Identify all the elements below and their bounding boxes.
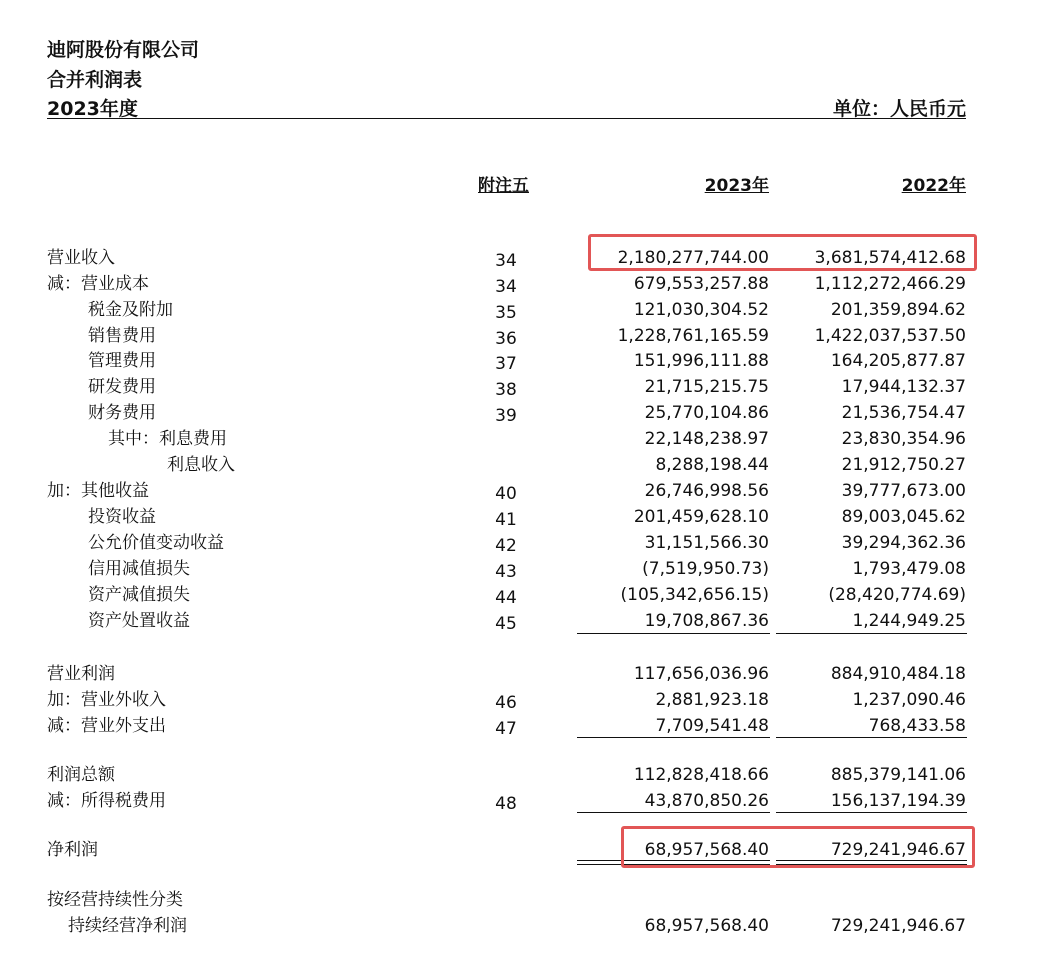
row-value-2023: 68,957,568.40 xyxy=(644,916,769,936)
row-note: 34 xyxy=(495,251,517,271)
row-value-2023: 26,746,998.56 xyxy=(644,481,769,501)
row-value-2023: 2,881,923.18 xyxy=(655,690,769,710)
row-label: 其中：利息费用 xyxy=(108,429,227,449)
row-label: 营业利润 xyxy=(47,664,115,684)
row-other-income xyxy=(0,478,1039,504)
row-value-2022: 729,241,946.67 xyxy=(830,840,966,860)
row-value-2022: 1,237,090.46 xyxy=(852,690,966,710)
row-note: 42 xyxy=(495,536,517,556)
company-name: 迪阿股份有限公司 xyxy=(47,39,200,61)
row-label: 研发费用 xyxy=(88,377,156,397)
row-value-2022: 201,359,894.62 xyxy=(830,300,966,320)
row-value-2023: 43,870,850.26 xyxy=(644,791,769,811)
row-note: 37 xyxy=(495,354,517,374)
row-value-2022: 17,944,132.37 xyxy=(841,377,966,397)
row-value-2023: 201,459,628.10 xyxy=(633,507,769,527)
subtotal-rule-2023 xyxy=(577,737,770,738)
row-fair-value-gain xyxy=(0,530,1039,556)
row-label: 销售费用 xyxy=(88,326,156,346)
row-label: 营业收入 xyxy=(47,248,115,268)
row-label: 加：营业外收入 xyxy=(47,690,166,710)
row-note: 44 xyxy=(495,588,517,608)
row-value-2022: 885,379,141.06 xyxy=(830,765,966,785)
row-value-2023: (105,342,656.15) xyxy=(620,585,769,605)
row-value-2022: (28,420,774.69) xyxy=(828,585,966,605)
row-value-2023: 2,180,277,744.00 xyxy=(617,248,769,268)
row-asset-disposal-gain xyxy=(0,608,1039,634)
row-value-2023: 25,770,104.86 xyxy=(644,403,769,423)
row-value-2023: 19,708,867.36 xyxy=(644,611,769,631)
row-note: 47 xyxy=(495,719,517,739)
row-note: 38 xyxy=(495,380,517,400)
row-note: 39 xyxy=(495,406,517,426)
row-value-2022: 1,112,272,466.29 xyxy=(814,274,966,294)
row-label: 持续经营净利润 xyxy=(68,916,187,936)
row-value-2023: 121,030,304.52 xyxy=(633,300,769,320)
row-value-2022: 23,830,354.96 xyxy=(841,429,966,449)
row-value-2023: 112,828,418.66 xyxy=(633,765,769,785)
row-label: 公允价值变动收益 xyxy=(88,533,224,553)
row-note: 48 xyxy=(495,794,517,814)
row-label: 税金及附加 xyxy=(88,300,173,320)
row-value-2023: 151,996,111.88 xyxy=(633,351,769,371)
row-value-2022: 39,777,673.00 xyxy=(841,481,966,501)
row-note: 45 xyxy=(495,614,517,634)
row-interest-expense xyxy=(0,426,1039,452)
highlight-box-net-profit xyxy=(621,826,975,868)
row-financial-expenses xyxy=(0,400,1039,426)
column-header-2022: 2022年 xyxy=(901,176,966,196)
row-income-tax xyxy=(0,788,1039,814)
row-label: 管理费用 xyxy=(88,351,156,371)
row-classification-heading xyxy=(0,887,1039,913)
row-value-2023: 1,228,761,165.59 xyxy=(617,326,769,346)
row-value-2023: 68,957,568.40 xyxy=(644,840,769,860)
row-value-2022: 39,294,362.36 xyxy=(841,533,966,553)
row-label: 减：营业成本 xyxy=(47,274,149,294)
row-value-2022: 89,003,045.62 xyxy=(841,507,966,527)
row-note: 36 xyxy=(495,329,517,349)
subtotal-rule-2022 xyxy=(776,633,967,634)
row-operating-cost xyxy=(0,271,1039,297)
row-value-2022: 156,137,194.39 xyxy=(830,791,966,811)
row-operating-profit xyxy=(0,661,1039,687)
row-label: 利润总额 xyxy=(47,765,115,785)
row-value-2022: 768,433.58 xyxy=(868,716,966,736)
row-value-2022: 3,681,574,412.68 xyxy=(814,248,966,268)
row-note: 46 xyxy=(495,693,517,713)
row-value-2023: 117,656,036.96 xyxy=(633,664,769,684)
row-value-2023: 22,148,238.97 xyxy=(644,429,769,449)
row-value-2023: 7,709,541.48 xyxy=(655,716,769,736)
header-rule xyxy=(47,118,966,119)
row-value-2022: 21,536,754.47 xyxy=(841,403,966,423)
subtotal-rule-2023 xyxy=(577,812,770,813)
row-label: 净利润 xyxy=(47,840,98,860)
row-value-2023: 21,715,215.75 xyxy=(644,377,769,397)
row-rd-expenses xyxy=(0,374,1039,400)
row-value-2022: 164,205,877.87 xyxy=(830,351,966,371)
row-label: 资产处置收益 xyxy=(88,611,190,631)
row-note: 40 xyxy=(495,484,517,504)
row-note: 34 xyxy=(495,277,517,297)
column-header-note: 附注五 xyxy=(478,176,529,196)
subtotal-rule-2022 xyxy=(776,812,967,813)
row-investment-income xyxy=(0,504,1039,530)
row-selling-expenses xyxy=(0,323,1039,349)
row-total-profit xyxy=(0,762,1039,788)
subtotal-rule-2023 xyxy=(577,633,770,634)
row-label: 利息收入 xyxy=(167,455,235,475)
row-label: 投资收益 xyxy=(88,507,156,527)
column-header-2023: 2023年 xyxy=(704,176,769,196)
row-label: 减：营业外支出 xyxy=(47,716,166,736)
row-non-operating-income xyxy=(0,687,1039,713)
row-non-operating-expense xyxy=(0,713,1039,739)
row-note: 41 xyxy=(495,510,517,530)
currency-unit: 单位：人民币元 xyxy=(832,98,966,120)
row-label: 加：其他收益 xyxy=(47,481,149,501)
row-value-2022: 1,422,037,537.50 xyxy=(814,326,966,346)
row-note: 43 xyxy=(495,562,517,582)
row-note: 35 xyxy=(495,303,517,323)
row-taxes-surcharges xyxy=(0,297,1039,323)
row-label: 按经营持续性分类 xyxy=(47,890,183,910)
row-value-2023: 8,288,198.44 xyxy=(655,455,769,475)
row-asset-impairment xyxy=(0,582,1039,608)
row-credit-impairment xyxy=(0,556,1039,582)
row-value-2022: 1,244,949.25 xyxy=(852,611,966,631)
row-value-2022: 729,241,946.67 xyxy=(830,916,966,936)
row-value-2022: 21,912,750.27 xyxy=(841,455,966,475)
row-continuing-ops-net-profit xyxy=(0,913,1039,939)
row-value-2023: (7,519,950.73) xyxy=(642,559,769,579)
row-label: 财务费用 xyxy=(88,403,156,423)
report-period: 2023年度 xyxy=(47,98,138,120)
row-value-2022: 1,793,479.08 xyxy=(852,559,966,579)
row-admin-expenses xyxy=(0,348,1039,374)
statement-title: 合并利润表 xyxy=(47,69,143,91)
row-value-2023: 679,553,257.88 xyxy=(633,274,769,294)
row-label: 信用减值损失 xyxy=(88,559,190,579)
row-value-2022: 884,910,484.18 xyxy=(830,664,966,684)
row-interest-income xyxy=(0,452,1039,478)
subtotal-rule-2022 xyxy=(776,737,967,738)
row-value-2023: 31,151,566.30 xyxy=(644,533,769,553)
row-label: 减：所得税费用 xyxy=(47,791,166,811)
row-label: 资产减值损失 xyxy=(88,585,190,605)
highlight-box-revenue xyxy=(588,234,977,271)
